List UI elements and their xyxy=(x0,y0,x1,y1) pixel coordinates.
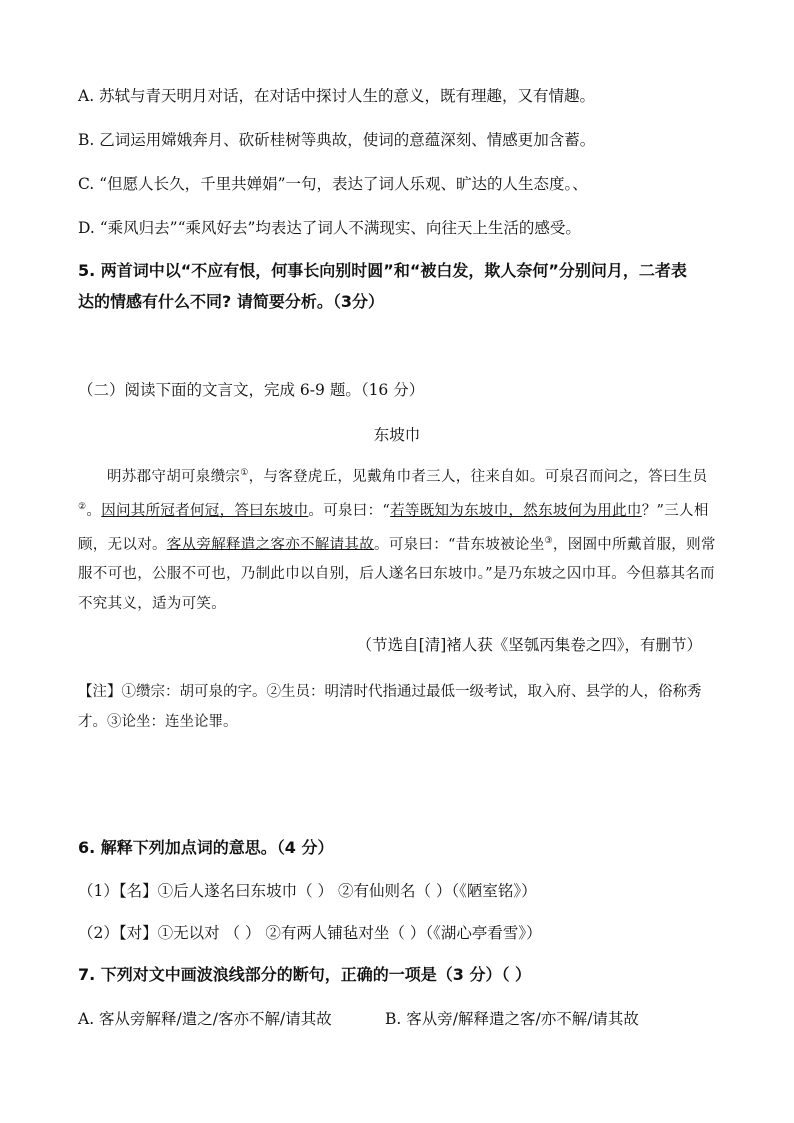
passage-text: 。可泉曰：“昔东坡被论坐 xyxy=(374,536,545,553)
annotation-note: 【注】①缵宗：胡可泉的字。②生员：明清时代指通过最低一级考试，取入府、县学的人，俗称秀才。③论坐：连坐论罪。 xyxy=(78,684,702,730)
footnote-mark-1: ① xyxy=(240,468,249,478)
section-heading: （二）阅读下面的文言文，完成 6-9 题。（16 分） xyxy=(78,381,425,399)
choice-c: C. “但愿人长久，千里共婵娟”一句，表达了词人乐观、旷达的人生态度。、 xyxy=(78,175,588,193)
question-7-title: 7. 下列对文中画波浪线部分的断句，正确的一项是（3 分）（ ） xyxy=(78,965,532,984)
option-a: A. 客从旁解释/遣之/客亦不解/请其故 xyxy=(78,1010,332,1028)
footnote-mark-3: ③ xyxy=(544,535,553,546)
passage-text: ？”三人相顾，无以对。 xyxy=(78,502,709,553)
passage-text: 明苏郡守胡可泉缵宗 xyxy=(107,468,241,485)
wavy-underlined-sentence: 客从旁解释遣之客亦不解请其故 xyxy=(166,536,375,553)
passage-text: 。可泉曰：“ xyxy=(308,502,391,519)
option-b: B. 客从旁/解释遣之客/亦不解/请其故 xyxy=(385,1010,639,1028)
passage-text: ，与客登虎丘，见戴角巾者三人，往来自如。可泉召而问之，答曰生员 xyxy=(248,468,708,485)
choice-a: A. 苏轼与青天明月对话，在对话中探讨人生的意义，既有理趣，又有情趣。 xyxy=(78,87,596,105)
footnote-mark-2: ② xyxy=(78,501,87,512)
question-5-line1: 5. 两首词中以“不应有恨，何事长向别时圆”和“被白发，欺人奈何”分别问月，二者表 xyxy=(78,261,687,280)
classical-passage xyxy=(78,458,722,619)
underlined-sentence-2: 若等既知为东坡巾，然东坡何为用此巾 xyxy=(390,502,642,519)
question-5-line2: 达的情感有什么不同? 请简要分析。（3分） xyxy=(78,292,384,311)
question-6-item-2: （2）【对】①无以对 （ ） ②有两人铺毡对坐（ ）（《湖心亭看雪》） xyxy=(78,924,542,942)
choice-b: B. 乙词运用嫦娥奔月、砍斫桂树等典故，使词的意蕴深刻、情感更加含蓄。 xyxy=(78,131,596,149)
passage-title: 东坡巾 xyxy=(373,426,421,444)
question-6-title: 6. 解释下列加点词的意思。（4 分） xyxy=(78,838,334,857)
question-7-options xyxy=(78,1007,724,1031)
question-6-item-1: （1）【名】①后人遂名曰东坡巾（ ） ②有仙则名（ ）（《陋室铭》） xyxy=(78,882,537,900)
passage-text: 。 xyxy=(86,502,102,519)
passage-text: ，囹圄中所戴首服，则常服不可也，公服不可也，乃制此巾以自别，后人遂名曰东坡巾。”是乃东坡之囚巾耳。今但慕其名而不究其义，适为可笑。 xyxy=(78,536,716,613)
choice-d: D. “乘风归去”“乘风好去”均表达了词人不满现实、向往天上生活的感受。 xyxy=(78,219,581,237)
passage-source: （节选自[清]褚人获《坚瓠丙集卷之四》，有删节） xyxy=(356,636,702,654)
underlined-sentence-1: 因问其所冠者何冠，答曰东坡巾 xyxy=(101,502,309,519)
